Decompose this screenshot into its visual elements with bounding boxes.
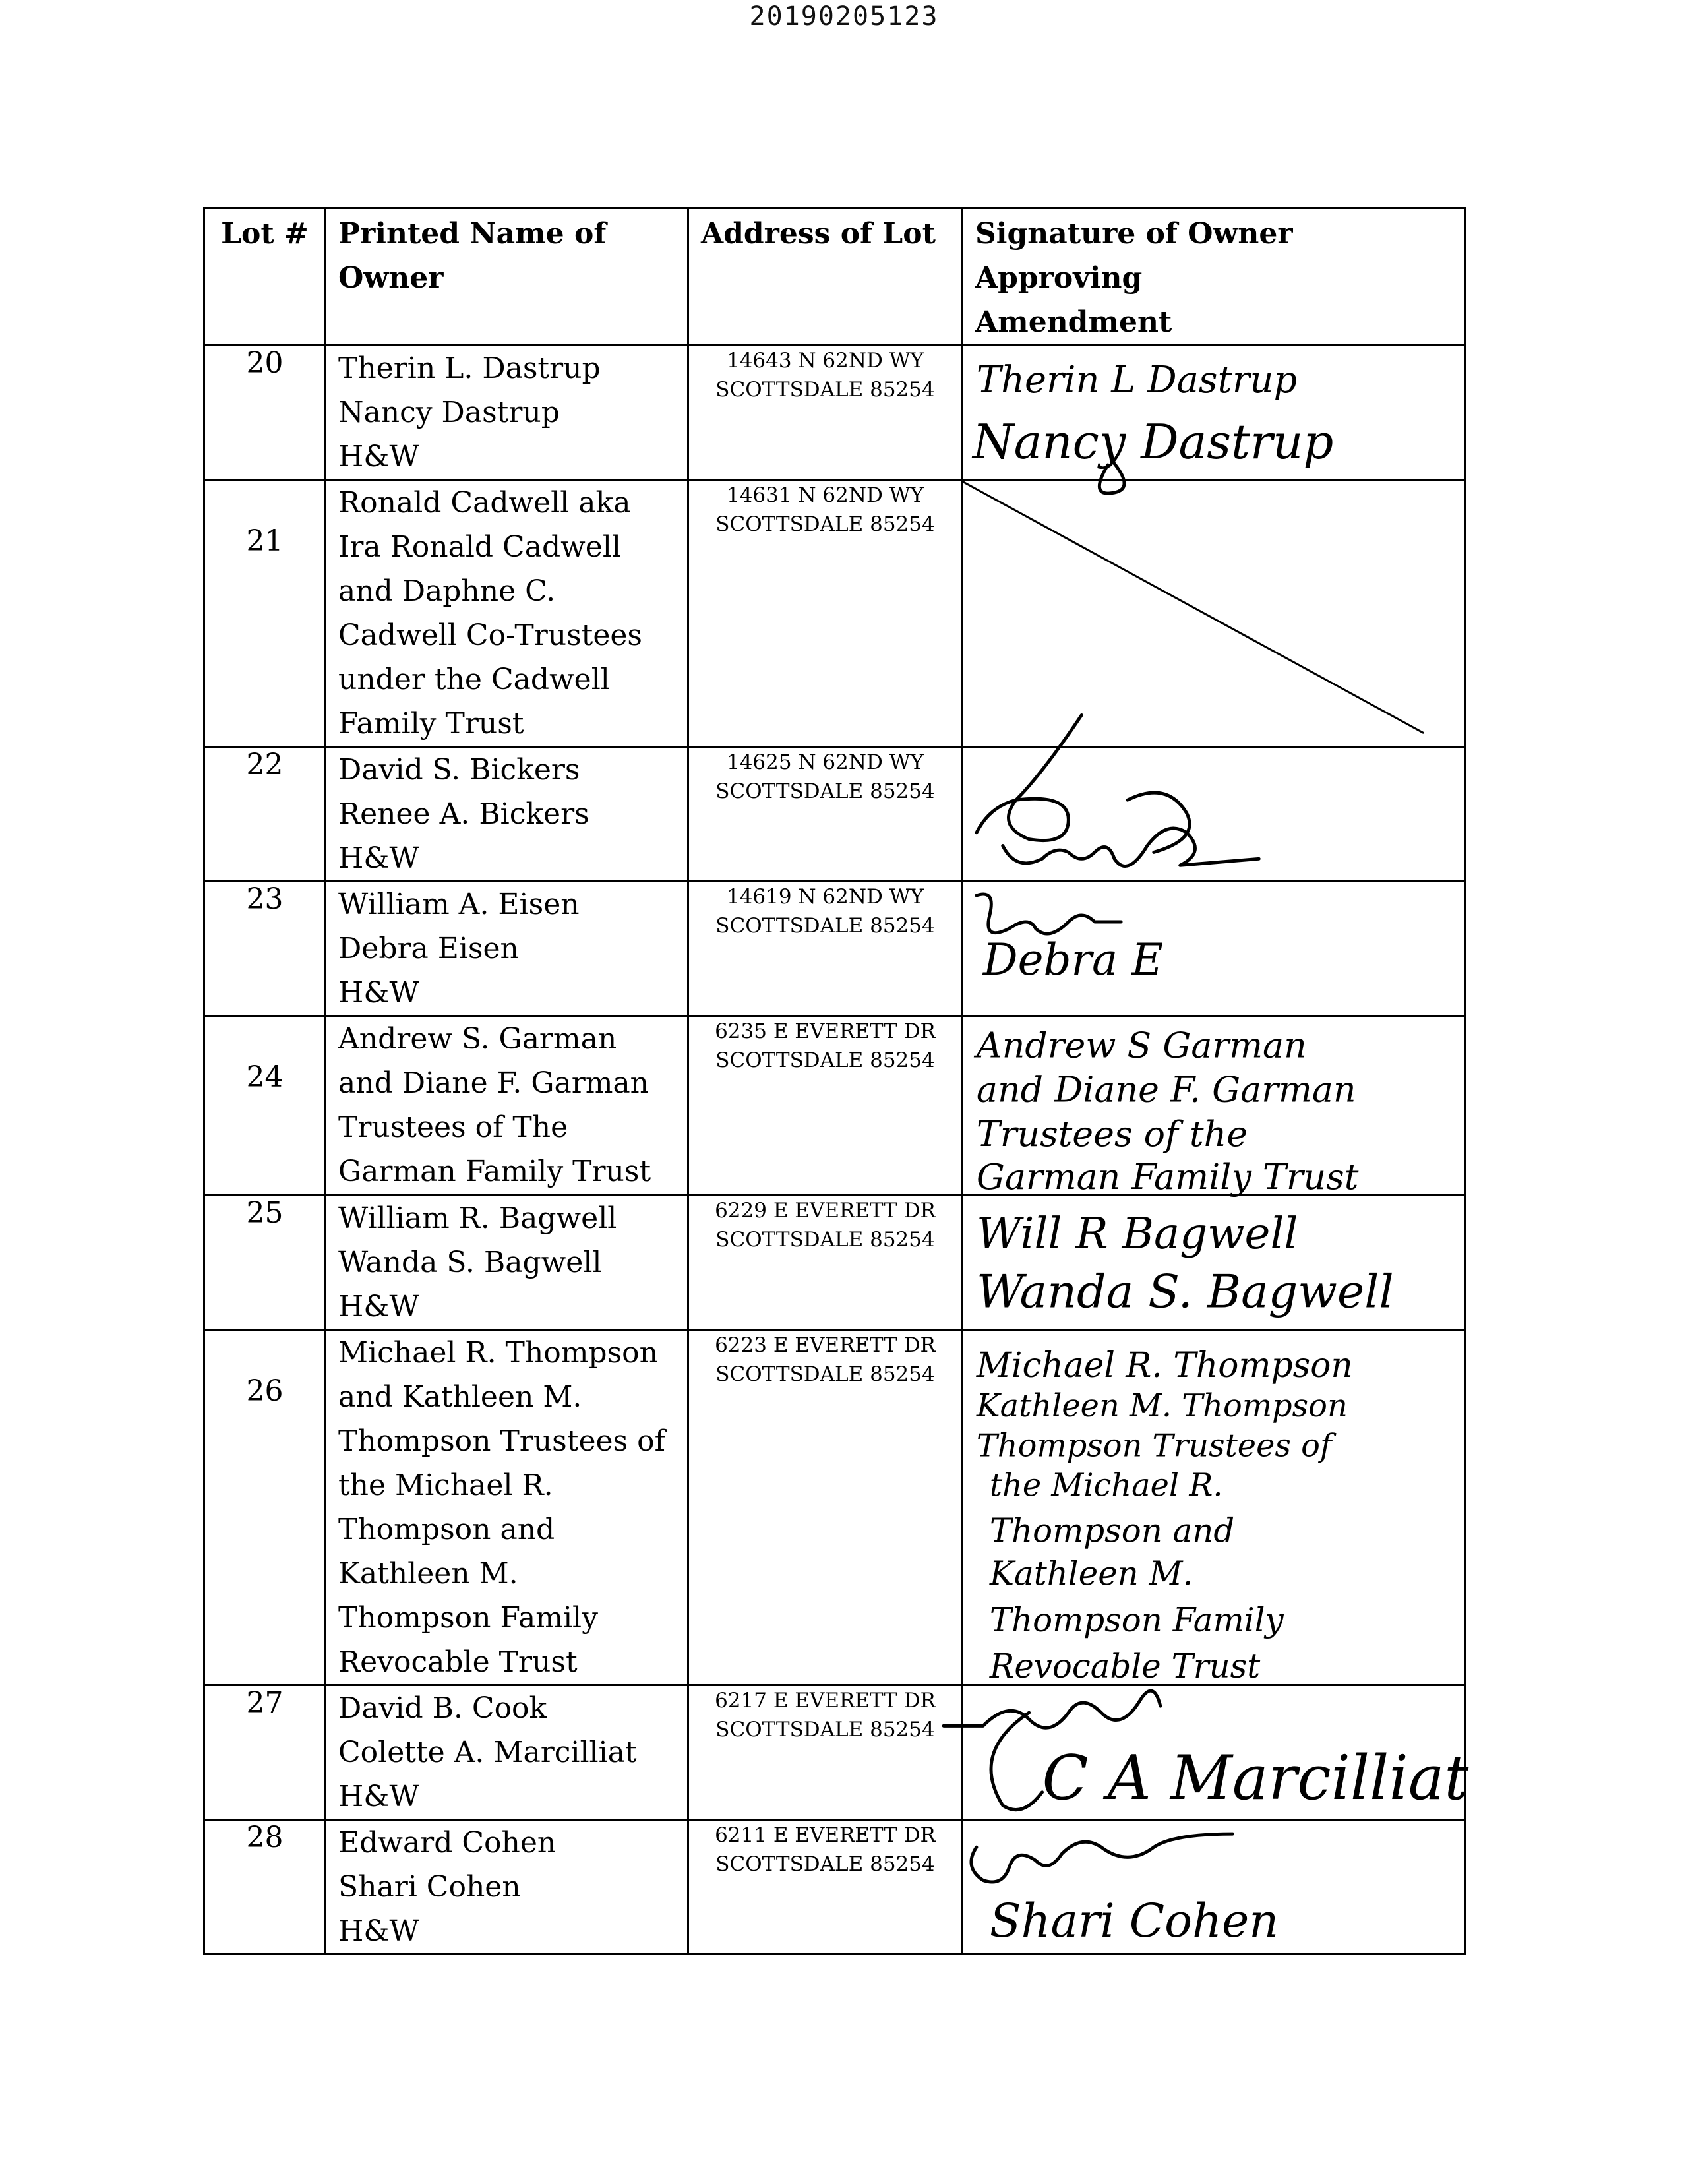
address-city-zip: SCOTTSDALE 85254 <box>715 1362 935 1386</box>
owner-name-line: Nancy Dastrup <box>338 396 560 429</box>
signature-cell <box>963 1016 1465 1196</box>
owner-name-line: Family Trust <box>338 707 524 741</box>
address-city-zip: SCOTTSDALE 85254 <box>715 914 935 938</box>
lot-address <box>688 1016 963 1196</box>
address-city-zip: SCOTTSDALE 85254 <box>715 378 935 402</box>
owner-names <box>326 1016 688 1196</box>
lot-address <box>688 747 963 882</box>
table-row <box>204 1196 1465 1330</box>
address-city-zip: SCOTTSDALE 85254 <box>715 1852 935 1876</box>
owner-name-line: Debra Eisen <box>338 932 519 965</box>
address-city-zip: SCOTTSDALE 85254 <box>715 1048 935 1072</box>
address-city-zip: SCOTTSDALE 85254 <box>715 512 935 536</box>
owner-name-line: H&W <box>338 841 419 875</box>
owner-name-line: Wanda S. Bagwell <box>338 1246 602 1279</box>
owner-names <box>326 747 688 882</box>
address-city-zip: SCOTTSDALE 85254 <box>715 1718 935 1742</box>
owner-name-line: H&W <box>338 440 419 473</box>
owner-name-line: Garman Family Trust <box>338 1155 651 1188</box>
lot-number: 20 <box>204 346 326 480</box>
signature-line: Thompson Trustees of <box>976 1427 1332 1465</box>
signature-cell <box>963 1820 1465 1955</box>
lot-number: 21 <box>204 480 326 747</box>
signature-cell <box>963 747 1465 882</box>
owner-names <box>326 1196 688 1330</box>
owner-name-line: H&W <box>338 1914 419 1948</box>
signature-line: Debra E <box>982 934 1164 986</box>
signature-line: Kathleen M. <box>989 1554 1193 1593</box>
owner-name-line: Renee A. Bickers <box>338 797 589 831</box>
signature-line: Michael R. Thompson <box>976 1345 1353 1386</box>
handwritten-signature <box>963 1331 1464 1684</box>
handwritten-signature <box>963 1821 1464 1953</box>
table-row <box>204 1685 1465 1820</box>
signature-line: Will R Bagwell <box>976 1209 1298 1259</box>
address-street: 14643 N 62ND WY <box>726 349 924 373</box>
handwritten-signature <box>963 346 1464 479</box>
owner-name-line: Thompson Family <box>338 1601 598 1635</box>
signature-cell <box>963 480 1465 747</box>
owner-names <box>326 1685 688 1820</box>
handwritten-signature <box>963 1196 1464 1329</box>
owner-name-line: Thompson and <box>338 1513 555 1546</box>
signature-cell <box>963 1685 1469 1820</box>
address-street: 14619 N 62ND WY <box>726 885 924 909</box>
lot-approval-table <box>203 207 1469 1955</box>
owner-name-line: David S. Bickers <box>338 753 580 787</box>
owner-name-line: Colette A. Marcilliat <box>338 1736 637 1769</box>
signature-line: C A Marcilliat <box>1042 1742 1469 1813</box>
lot-address <box>688 1685 963 1820</box>
header-printed-name-line1: Printed Name of <box>338 217 607 251</box>
header-printed-name <box>326 208 688 346</box>
owner-name-line: Trustees of The <box>338 1110 568 1144</box>
address-city-zip: SCOTTSDALE 85254 <box>715 779 935 803</box>
owner-names <box>326 480 688 747</box>
address-street: 6217 E EVERETT DR <box>715 1689 936 1713</box>
signature-cell <box>963 1330 1465 1685</box>
signature-line: the Michael R. <box>989 1467 1223 1504</box>
owner-names <box>326 1820 688 1955</box>
signature-line: Shari Cohen <box>989 1893 1279 1948</box>
owner-names <box>326 346 688 480</box>
signature-line: Thompson Family <box>989 1600 1284 1639</box>
lot-address <box>688 346 963 480</box>
header-signature-line2: Amendment <box>975 305 1172 339</box>
owner-name-line: Shari Cohen <box>338 1870 521 1904</box>
handwritten-signature <box>963 1686 1469 1819</box>
owner-name-line: Revocable Trust <box>338 1645 578 1679</box>
owner-name-line: and Daphne C. <box>338 574 556 608</box>
header-signature-line1: Signature of Owner Approving <box>975 217 1293 295</box>
owner-name-line: Edward Cohen <box>338 1826 557 1860</box>
owner-name-line: Ira Ronald Cadwell <box>338 530 621 564</box>
address-city-zip: SCOTTSDALE 85254 <box>715 1228 935 1252</box>
strike-through-line <box>963 481 1464 746</box>
table-header-row <box>204 208 1465 346</box>
owner-name-line: Michael R. Thompson <box>338 1336 659 1370</box>
lot-address <box>688 1330 963 1685</box>
handwritten-signature <box>963 1017 1464 1198</box>
header-address: Address of Lot <box>688 208 963 346</box>
signature-line: Garman Family Trust <box>976 1156 1359 1198</box>
table-row <box>204 346 1465 480</box>
table-row <box>204 747 1465 882</box>
owner-name-line: David B. Cook <box>338 1691 547 1725</box>
lot-number: 26 <box>204 1330 326 1685</box>
address-street: 6229 E EVERETT DR <box>715 1199 936 1223</box>
header-signature <box>963 208 1465 346</box>
signature-cell <box>963 1196 1465 1330</box>
table-row <box>204 480 1465 747</box>
lot-number: 28 <box>204 1820 326 1955</box>
owner-name-line: Ronald Cadwell aka <box>338 486 631 520</box>
signature-line: Thompson and <box>989 1511 1235 1550</box>
signature-line: Kathleen M. Thompson <box>976 1387 1348 1425</box>
address-street: 14631 N 62ND WY <box>726 483 924 507</box>
owner-name-line: Therin L. Dastrup <box>338 351 601 385</box>
owner-names <box>326 1330 688 1685</box>
owner-name-line: William R. Bagwell <box>338 1201 617 1235</box>
owner-name-line: H&W <box>338 1780 419 1813</box>
owner-names <box>326 882 688 1016</box>
header-lot: Lot # <box>204 208 326 346</box>
signature-line: Nancy Dastrup <box>972 413 1334 470</box>
signature-line: Therin L Dastrup <box>976 358 1298 402</box>
document-number: 20190205123 <box>749 1 939 32</box>
owner-name-line: under the Cadwell <box>338 663 610 696</box>
lot-number: 24 <box>204 1016 326 1196</box>
address-street: 6211 E EVERETT DR <box>715 1823 936 1847</box>
owner-name-line: the Michael R. <box>338 1469 553 1502</box>
signature-line: Revocable Trust <box>989 1647 1261 1686</box>
lot-address <box>688 882 963 1016</box>
address-street: 6235 E EVERETT DR <box>715 1019 936 1043</box>
lot-number: 27 <box>204 1685 326 1820</box>
lot-address <box>688 480 963 747</box>
lot-address <box>688 1820 963 1955</box>
owner-name-line: Kathleen M. <box>338 1557 518 1591</box>
table-row <box>204 1330 1465 1685</box>
lot-number: 22 <box>204 747 326 882</box>
owner-name-line: and Kathleen M. <box>338 1380 582 1414</box>
owner-name-line: Thompson Trustees of <box>338 1424 665 1458</box>
address-street: 6223 E EVERETT DR <box>715 1333 936 1357</box>
signature-line: Andrew S Garman <box>976 1024 1307 1066</box>
signature-line: and Diane F. Garman <box>976 1068 1356 1110</box>
owner-name-line: Andrew S. Garman <box>338 1022 617 1056</box>
signature-line: Trustees of the <box>976 1112 1248 1155</box>
signature-cell <box>963 882 1465 1016</box>
address-street: 14625 N 62ND WY <box>726 750 924 774</box>
lot-address <box>688 1196 963 1330</box>
signature-line: Wanda S. Bagwell <box>976 1265 1394 1319</box>
handwritten-signature <box>963 882 1464 1015</box>
handwritten-signature <box>963 748 1464 880</box>
table-row <box>204 882 1465 1016</box>
owner-name-line: William A. Eisen <box>338 888 580 921</box>
lot-number: 23 <box>204 882 326 1016</box>
signature-cell <box>963 346 1465 480</box>
lot-number: 25 <box>204 1196 326 1330</box>
owner-name-line: and Diane F. Garman <box>338 1066 649 1100</box>
owner-name-line: H&W <box>338 1290 419 1323</box>
owner-name-line: H&W <box>338 976 419 1010</box>
header-printed-name-line2: Owner <box>338 261 444 295</box>
table-row <box>204 1016 1465 1196</box>
table-row <box>204 1820 1465 1955</box>
owner-name-line: Cadwell Co-Trustees <box>338 619 642 652</box>
